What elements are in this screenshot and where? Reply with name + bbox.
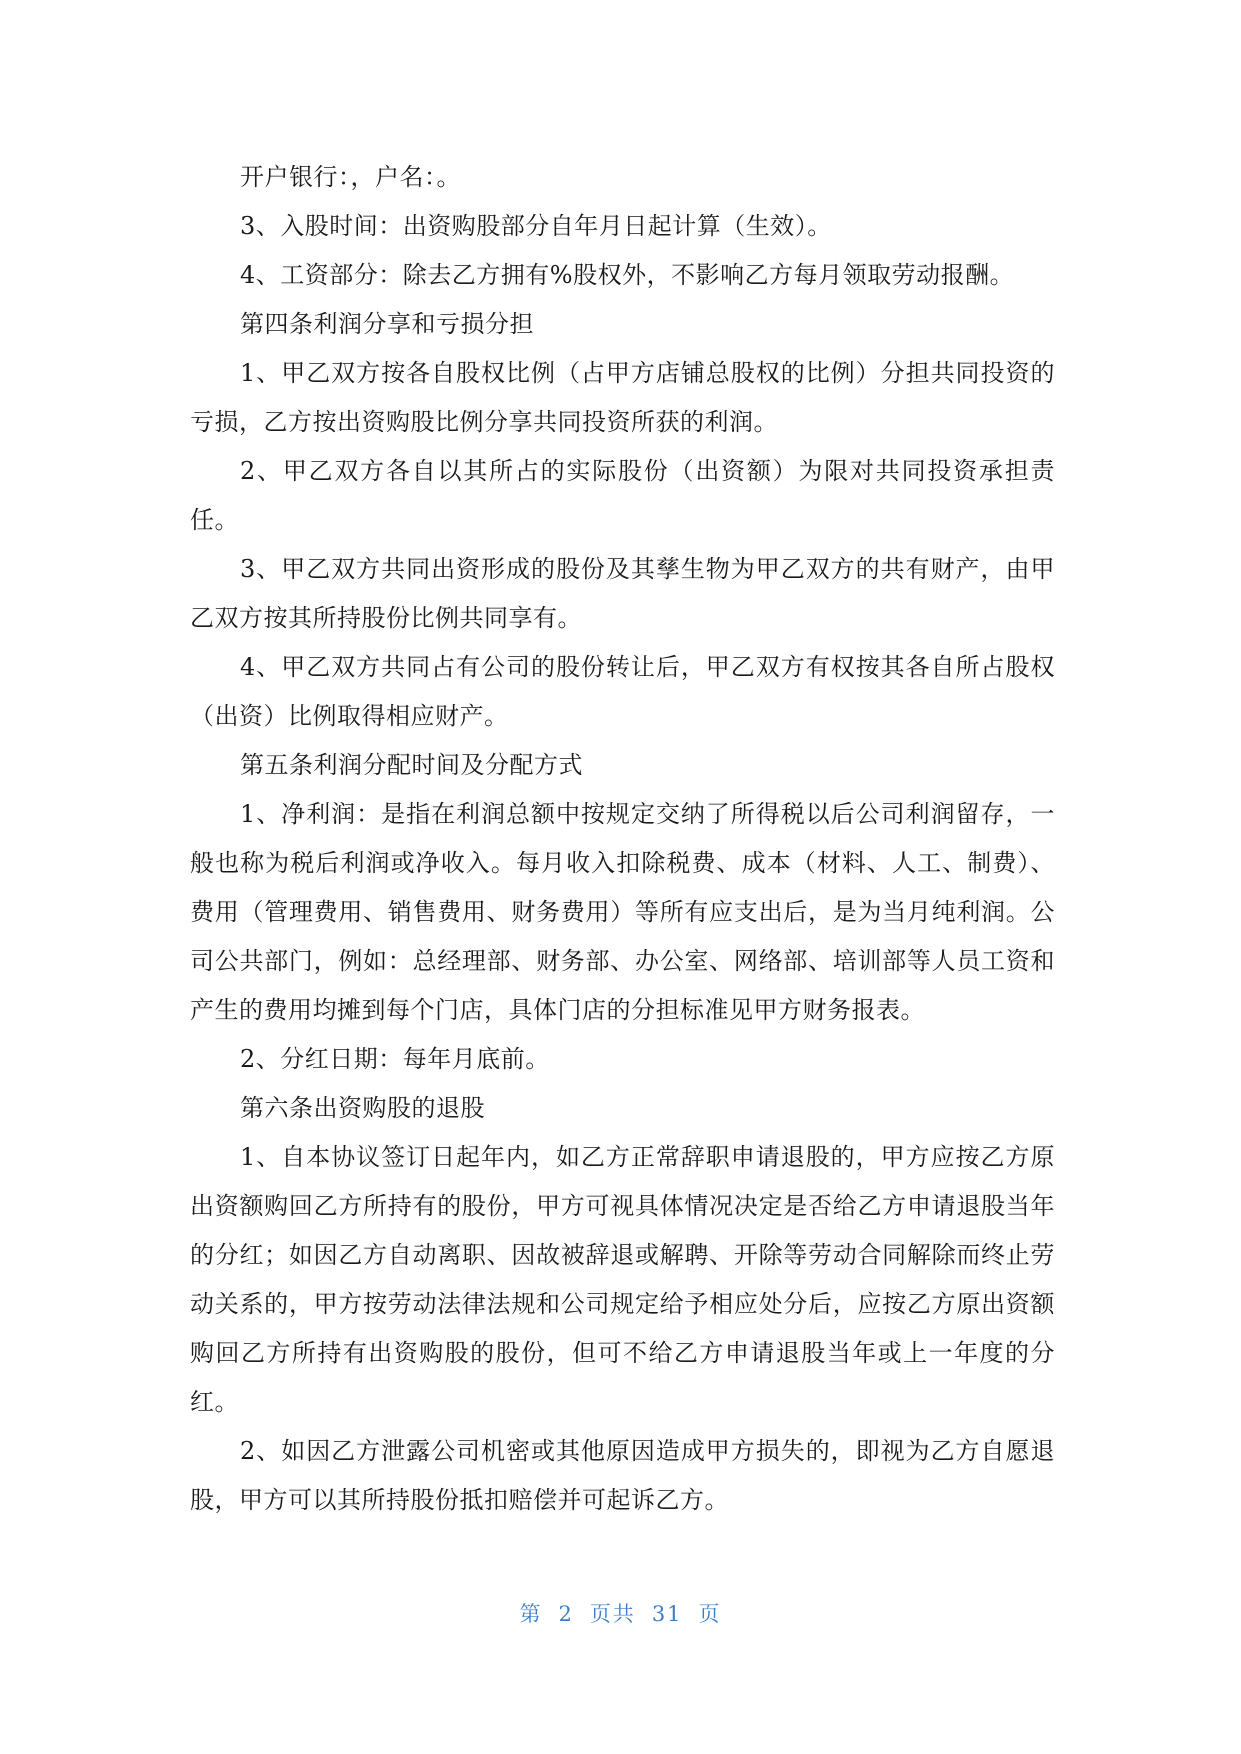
paragraph: 1、自本协议签订日起年内，如乙方正常辞职申请退股的，甲方应按乙方原出资额购回乙方所持有的股份，甲方可视具体情况决定是否给乙方申请退股当年的分红；如因乙方自动离职、因故被辞退或解聘、开除等劳动合同解除而终止劳动关系的，甲方按劳动法律法规和公司规定给予相应处分后，应按乙方原出资额购回乙方所持有出资购股的股份，但可不给乙方申请退股当年或上一年度的分红。 (190, 1143, 1055, 1416)
section-heading: 第五条利润分配时间及分配方式 (240, 751, 583, 779)
footer-suffix: 页 (698, 1602, 722, 1626)
paragraph: 开户银行：，户名：。 (240, 163, 461, 191)
paragraph: 1、甲乙双方按各自股权比例（占甲方店铺总股权的比例）分担共同投资的亏损，乙方按出资购股比例分享共同投资所获的利润。 (190, 359, 1055, 436)
footer-prefix: 第 (519, 1602, 543, 1626)
page-footer (0, 1598, 1241, 1628)
section-heading: 第六条出资购股的退股 (240, 1094, 485, 1122)
footer-page-number: 2 (558, 1602, 574, 1626)
document-body (190, 153, 1055, 1525)
paragraph: 2、甲乙双方各自以其所占的实际股份（出资额）为限对共同投资承担责任。 (190, 457, 1055, 534)
paragraph: 2、分红日期：每年月底前。 (240, 1045, 550, 1073)
paragraph: 3、入股时间：出资购股部分自年月日起计算（生效）。 (240, 212, 832, 240)
paragraph: 1、净利润：是指在利润总额中按规定交纳了所得税以后公司利润留存，一般也称为税后利润或净收入。每月收入扣除税费、成本（材料、人工、制费）、费用（管理费用、销售费用、财务费用）等所有应支出后，是为当月纯利润。公司公共部门，例如：总经理部、财务部、办公室、网络部、培训部等人员工资和产生的费用均摊到每个门店，具体门店的分担标准见甲方财务报表。 (190, 800, 1055, 1024)
section-heading: 第四条利润分享和亏损分担 (240, 310, 534, 338)
paragraph: 2、如因乙方泄露公司机密或其他原因造成甲方损失的，即视为乙方自愿退股，甲方可以其所持股份抵扣赔偿并可起诉乙方。 (190, 1437, 1055, 1514)
paragraph: 4、工资部分：除去乙方拥有%股权外，不影响乙方每月领取劳动报酬。 (240, 261, 1015, 289)
footer-middle: 页共 (589, 1602, 636, 1626)
footer-total-pages: 31 (651, 1602, 683, 1626)
paragraph: 3、甲乙双方共同出资形成的股份及其孳生物为甲乙双方的共有财产，由甲乙双方按其所持股份比例共同享有。 (190, 555, 1055, 632)
paragraph: 4、甲乙双方共同占有公司的股份转让后，甲乙双方有权按其各自所占股权（出资）比例取得相应财产。 (190, 653, 1055, 730)
